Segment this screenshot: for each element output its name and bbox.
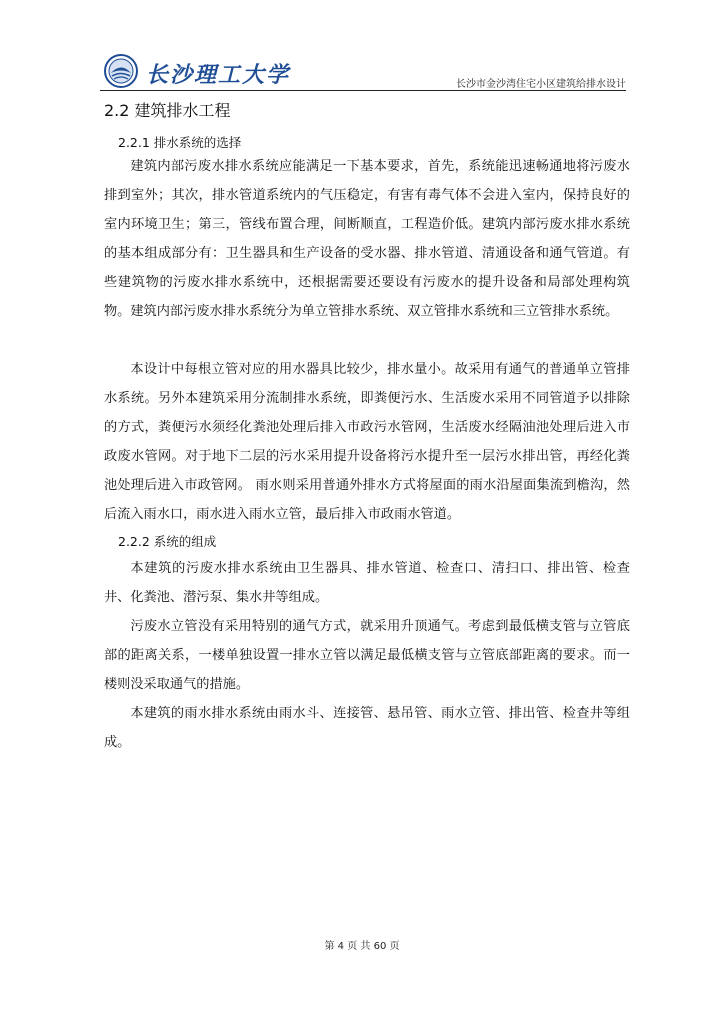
university-logo-text: 长沙理工大学	[146, 62, 291, 88]
paragraph: 污废水立管没有采用特别的通气方式，就采用升顶通气。考虑到最低横支管与立管底部的距离关系，一楼单独设置一排水立管以满足最低横支管与立管底部距离的要求。而一楼则没采取通气的措施。	[104, 619, 630, 692]
page-number: 第 4 页 共 60 页	[324, 941, 400, 952]
subsection-heading-2-2-2: 2.2.2 系统的组成	[118, 534, 217, 549]
paragraph: 建筑内部污废水排水系统应能满足一下基本要求，首先，系统能迅速畅通地将污废水排到室外；其次，排水管道系统内的气压稳定，有害有毒气体不会进入室内，保持良好的室内环境卫生；第三，管线布置合理，间断顺直，工程造价低。建筑内部污废水排水系统的基本组成部分有：卫生器具和生产设备的受水器、排水管道、清通设备和通气管道。有些建筑物的污废水排水系统中，还根据需要还要设有污废水的提升设备和局部处理构筑物。建筑内部污废水排水系统分为单立管排水系统、双立管排水系统和三立管排水系统。	[104, 159, 630, 319]
document-title: 长沙市金沙湾住宅小区建筑给排水设计	[456, 79, 626, 90]
paragraph: 本设计中每根立管对应的用水器具比较少，排水量小。故采用有通气的普通单立管排水系统。另外本建筑采用分流制排水系统，即粪便污水、生活废水采用不同管道予以排除的方式，粪便污水须经化粪池处理后排入市政污水管网，生活废水经隔油池处理后进入市政废水管网。对于地下二层的污水采用提升设备将污水提升至一层污水排出管，再经化粪池处理后进入市政管网。 雨水则采用普通外排水方式将屋面的雨水沿屋面集流到檐沟，然后流入雨水口，雨水进入雨水立管，最后排入市政雨水管道。	[104, 362, 630, 522]
paragraph: 本建筑的污废水排水系统由卫生器具、排水管道、检查口、清扫口、排出管、检查井、化粪池、潜污泵、集水井等组成。	[104, 561, 630, 605]
section-heading: 2.2 建筑排水工程	[104, 101, 231, 120]
page-header	[100, 52, 626, 91]
subsection-heading-2-2-1: 2.2.1 排水系统的选择	[118, 135, 242, 150]
university-seal-icon	[104, 54, 138, 88]
paragraph: 本建筑的雨水排水系统由雨水斗、连接管、悬吊管、雨水立管、排出管、检查井等组成。	[104, 706, 630, 750]
